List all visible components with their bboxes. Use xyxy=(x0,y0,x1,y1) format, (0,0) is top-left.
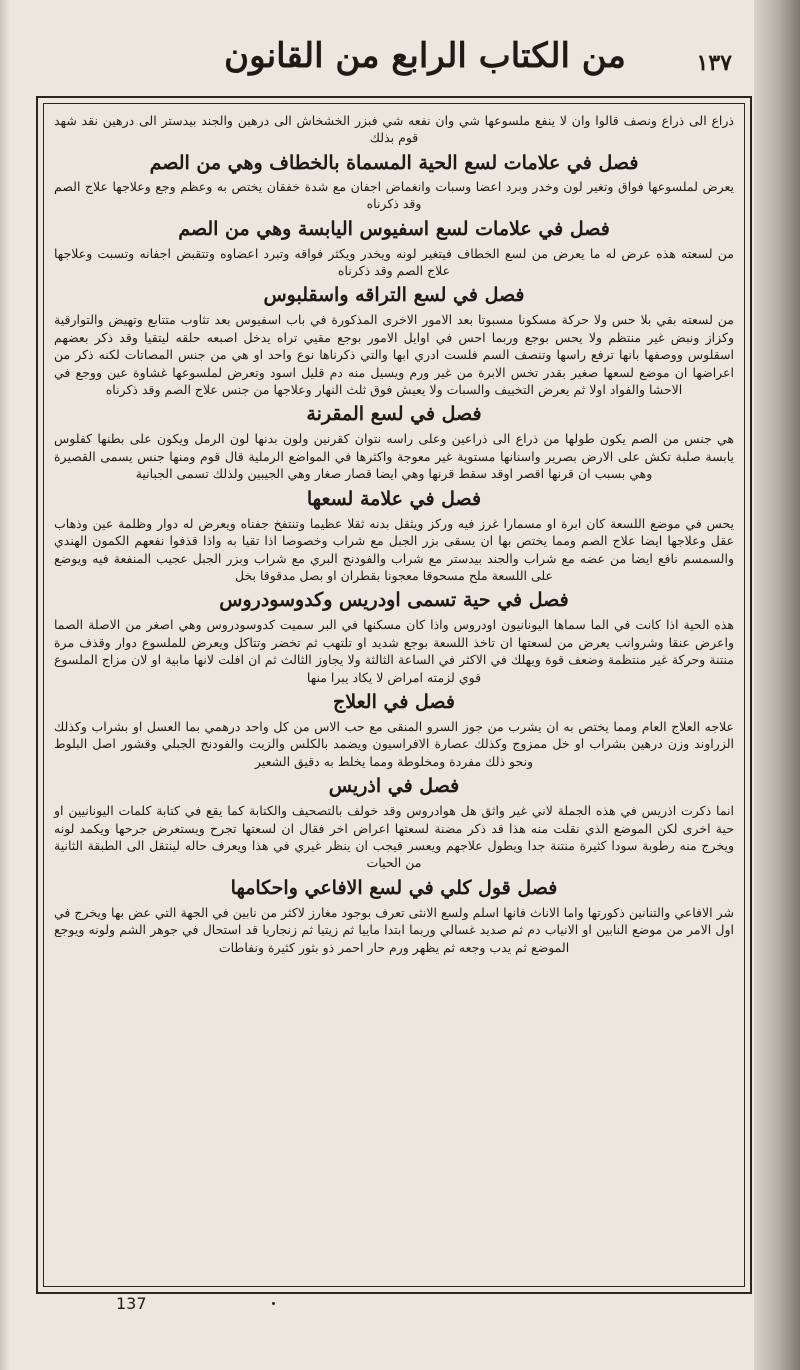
paragraph: من لسعته بقي بلا حس ولا حركة مسكونا مسبوتا بعد الامور الاخرى المذكورة في باب اسفيوس بعد تثاوب متتابع وتهيض والتوارقية وكزاز ونبض غير منتظم ولا يحس بوجع وربما احس في اوايل الامور بوجع مقيي تراه يدخل اصبعه حلقه ليتقيا وقد ذكر بعضهم اسقلوس ووصفها بانها ترفع راسها وتنصف السم فلست ادري ابها والتي ذكرناها نوع واحد او هي من جنس المصاتات لكنه ذكر من اعراضها ان موضع لسعها صغير بقدر تخس الابرة من غير ورم ويسيل منه دم قليل اسود وتعرض لملسوعها غشاوة عين ووجع في الاحشا والفواد اولا ثم يعرض التخييف والسبات ولا يعيش فوق ثلث النهار وعلاجها من جنس علاج الصم وقد ذكرناه xyxy=(54,312,734,398)
section-heading: فصل في علامات لسع اسفيوس اليابسة وهي من الصم xyxy=(178,217,610,240)
section-heading: فصل في لسع المقرنة xyxy=(306,403,482,426)
section-heading: فصل في حية تسمى اودريس وكدوسودروس xyxy=(219,589,569,612)
section-heading: فصل في لسع التراقه واسقلبوس xyxy=(263,284,525,307)
printer-mark xyxy=(272,1302,275,1305)
paragraph: يحس في موضع اللسعة كان ابرة او مسمارا غرز فيه وركز ويثقل بدنه ثقلا عظيما وتنتفخ جفناه ويعرض له دوار وظلمة عين وذهاب عقل وعلاجها ايضا علاج الصم ومما يختص بها ان يسقى بزر الجبل مع شراب وخصوصا اذا تقيا به واذا قذفوا نفعهم الكمون الهندي والسمسم نافع ايضا من عضه مع شراب والجند بيدستر مع شراب والفودنج البري مع شراب وبزر الجبل عجيب المنفعة فيه ويوضع على اللسعة ملح مسحوقا معجونا بقطران او بصل مدقوقا بخل xyxy=(54,515,734,583)
section-heading: فصل في اذريس xyxy=(328,775,460,798)
text-body xyxy=(43,103,745,1287)
text-frame xyxy=(36,96,752,1294)
paragraph: شر الافاعي والتنانين ذكورتها واما الاناث فانها اسلم ولسع الانثى تعرف بوجود مغارز لاكثر من نابين في الجهة التي عض بها ويخرج في اول الامر من موضع النابين او الانياب دم ثم صديد غسالي وربما ابتدا ماييا ثم زيتيا ثم زنجاريا قد استحال في جوهر الشم ولونه ويوجع الموضع ثم يدب وجعه ثم يظهر ورم حار احمر ذو بثور كثيرة ونفاطات xyxy=(54,904,734,955)
paragraph: علاجه العلاج العام ومما يختص به ان يشرب من جوز السرو المنقى مع حب الاس من كل واحد درهمي بما العسل او بشراب وكذلك الزراوند وزن درهين بشراب او خل ممزوج وكذلك عصارة الافراسيون ويضمد بالكلس والزيت والفودنج الجبلي وقشور اصل البلوط ونحو ذلك مفردة ومخلوطة ومما يخلط به دقيق الشعير xyxy=(54,718,734,769)
book-spine-shadow xyxy=(754,0,800,1370)
page-number-arabic: ۱۳۷ xyxy=(696,50,732,76)
section-heading: فصل في علامات لسع الحية المسماة بالخطاف وهي من الصم xyxy=(149,151,639,174)
section-heading: فصل في علامة لسعها xyxy=(306,487,482,510)
page-header xyxy=(60,28,730,90)
page-left-edge xyxy=(0,0,10,1370)
paragraph: انما ذكرت اذريس في هذه الجملة لاني غير واثق هل هوادروس وقد خولف بالتصحيف والكتابة كما يقع في كتابة كلمات اليونانيين او حية اخرى لكن الموضع الذي نقلت منه هذا قد ذكر مضنة لسعتها اعراض اخر فقال ان لسعتها تجرح ويستعرض جرحها ويكمد لونه ويخرج منه رطوبة سودا كثيرة منتنة جدا ويطول علاجهم ويعسر فيجب ان ينظر غيري في هذا ويعرف حاله لينتقل الى الطبقة الثانية من الحيات xyxy=(54,803,734,871)
page-number: 137 xyxy=(116,1294,147,1313)
paragraph: هي جنس من الصم يكون طولها من ذراع الى ذراعين وعلى راسه نتوان كقرنين ولون بدنها لون الرمل ويكون على بطنها كفلوس يابسة صلبة تكش على الارض بصرير واسنانها مستوية غير معوجة واكثرها في المواضع الرملية قال قوم ومنها جنس يسمى القصيرة وهي بسبب ان قرنها اقصر اوقد سقط قرنها وهي ايضا قصار صغار وهي الجيبين ولذلك تسمى الجبانية xyxy=(54,431,734,482)
paragraph: هذه الحية اذا كانت في الما سماها اليونانيون اودروس واذا كان مسكنها في البر سميت كدوسودروس وهي اصغر من الاصلة الصما واعرض عنقا وشروانب يعرض من لسعتها ان تاخذ اللسعة بوجع شديد او تلتهب ثم تخضر وتتاكل ويعرض للملسوع دوار وقذف مرة منتنة وحركة غير منتظمة وضعف قوة ويهلك في الاكثر في الساعة الثالثة ولا يجاوز الثالث ثم ان افلت لانها مابية او لان مزاج الملسوع قوي لزمته امراض لا يكاد يبرا منها xyxy=(54,617,734,685)
section-heading: فصل قول كلي في لسع الافاعي واحكامها xyxy=(230,876,558,899)
running-title: من الكتاب الرابع من القانون xyxy=(224,36,626,76)
paragraph: من لسعته هذه عرض له ما يعرض من لسع الخطاف فيتغير لونه ويخدر ويكثر فواقه وتبرد اعضاوه وتتقبض اجفانه وتسبت وعلاجها علاج الصم وقد ذكرناه xyxy=(54,245,734,279)
paragraph: ذراع الى ذراع ونصف قالوا وان لا ينفع ملسوعها شي وان نفعه شي فبزر الخشخاش الى درهين والجند بيدستر الى درهين نقد شهد قوم بذلك xyxy=(54,113,734,146)
paragraph: يعرض لملسوعها فواق وتغير لون وخدر وبرد اعضا وسبات وانغماض اجفان مع شدة خفقان يختص به وعظم وجع وعلاجها علاج الصم وقد ذكرناه xyxy=(54,178,734,212)
section-heading: فصل في العلاج xyxy=(333,690,455,713)
